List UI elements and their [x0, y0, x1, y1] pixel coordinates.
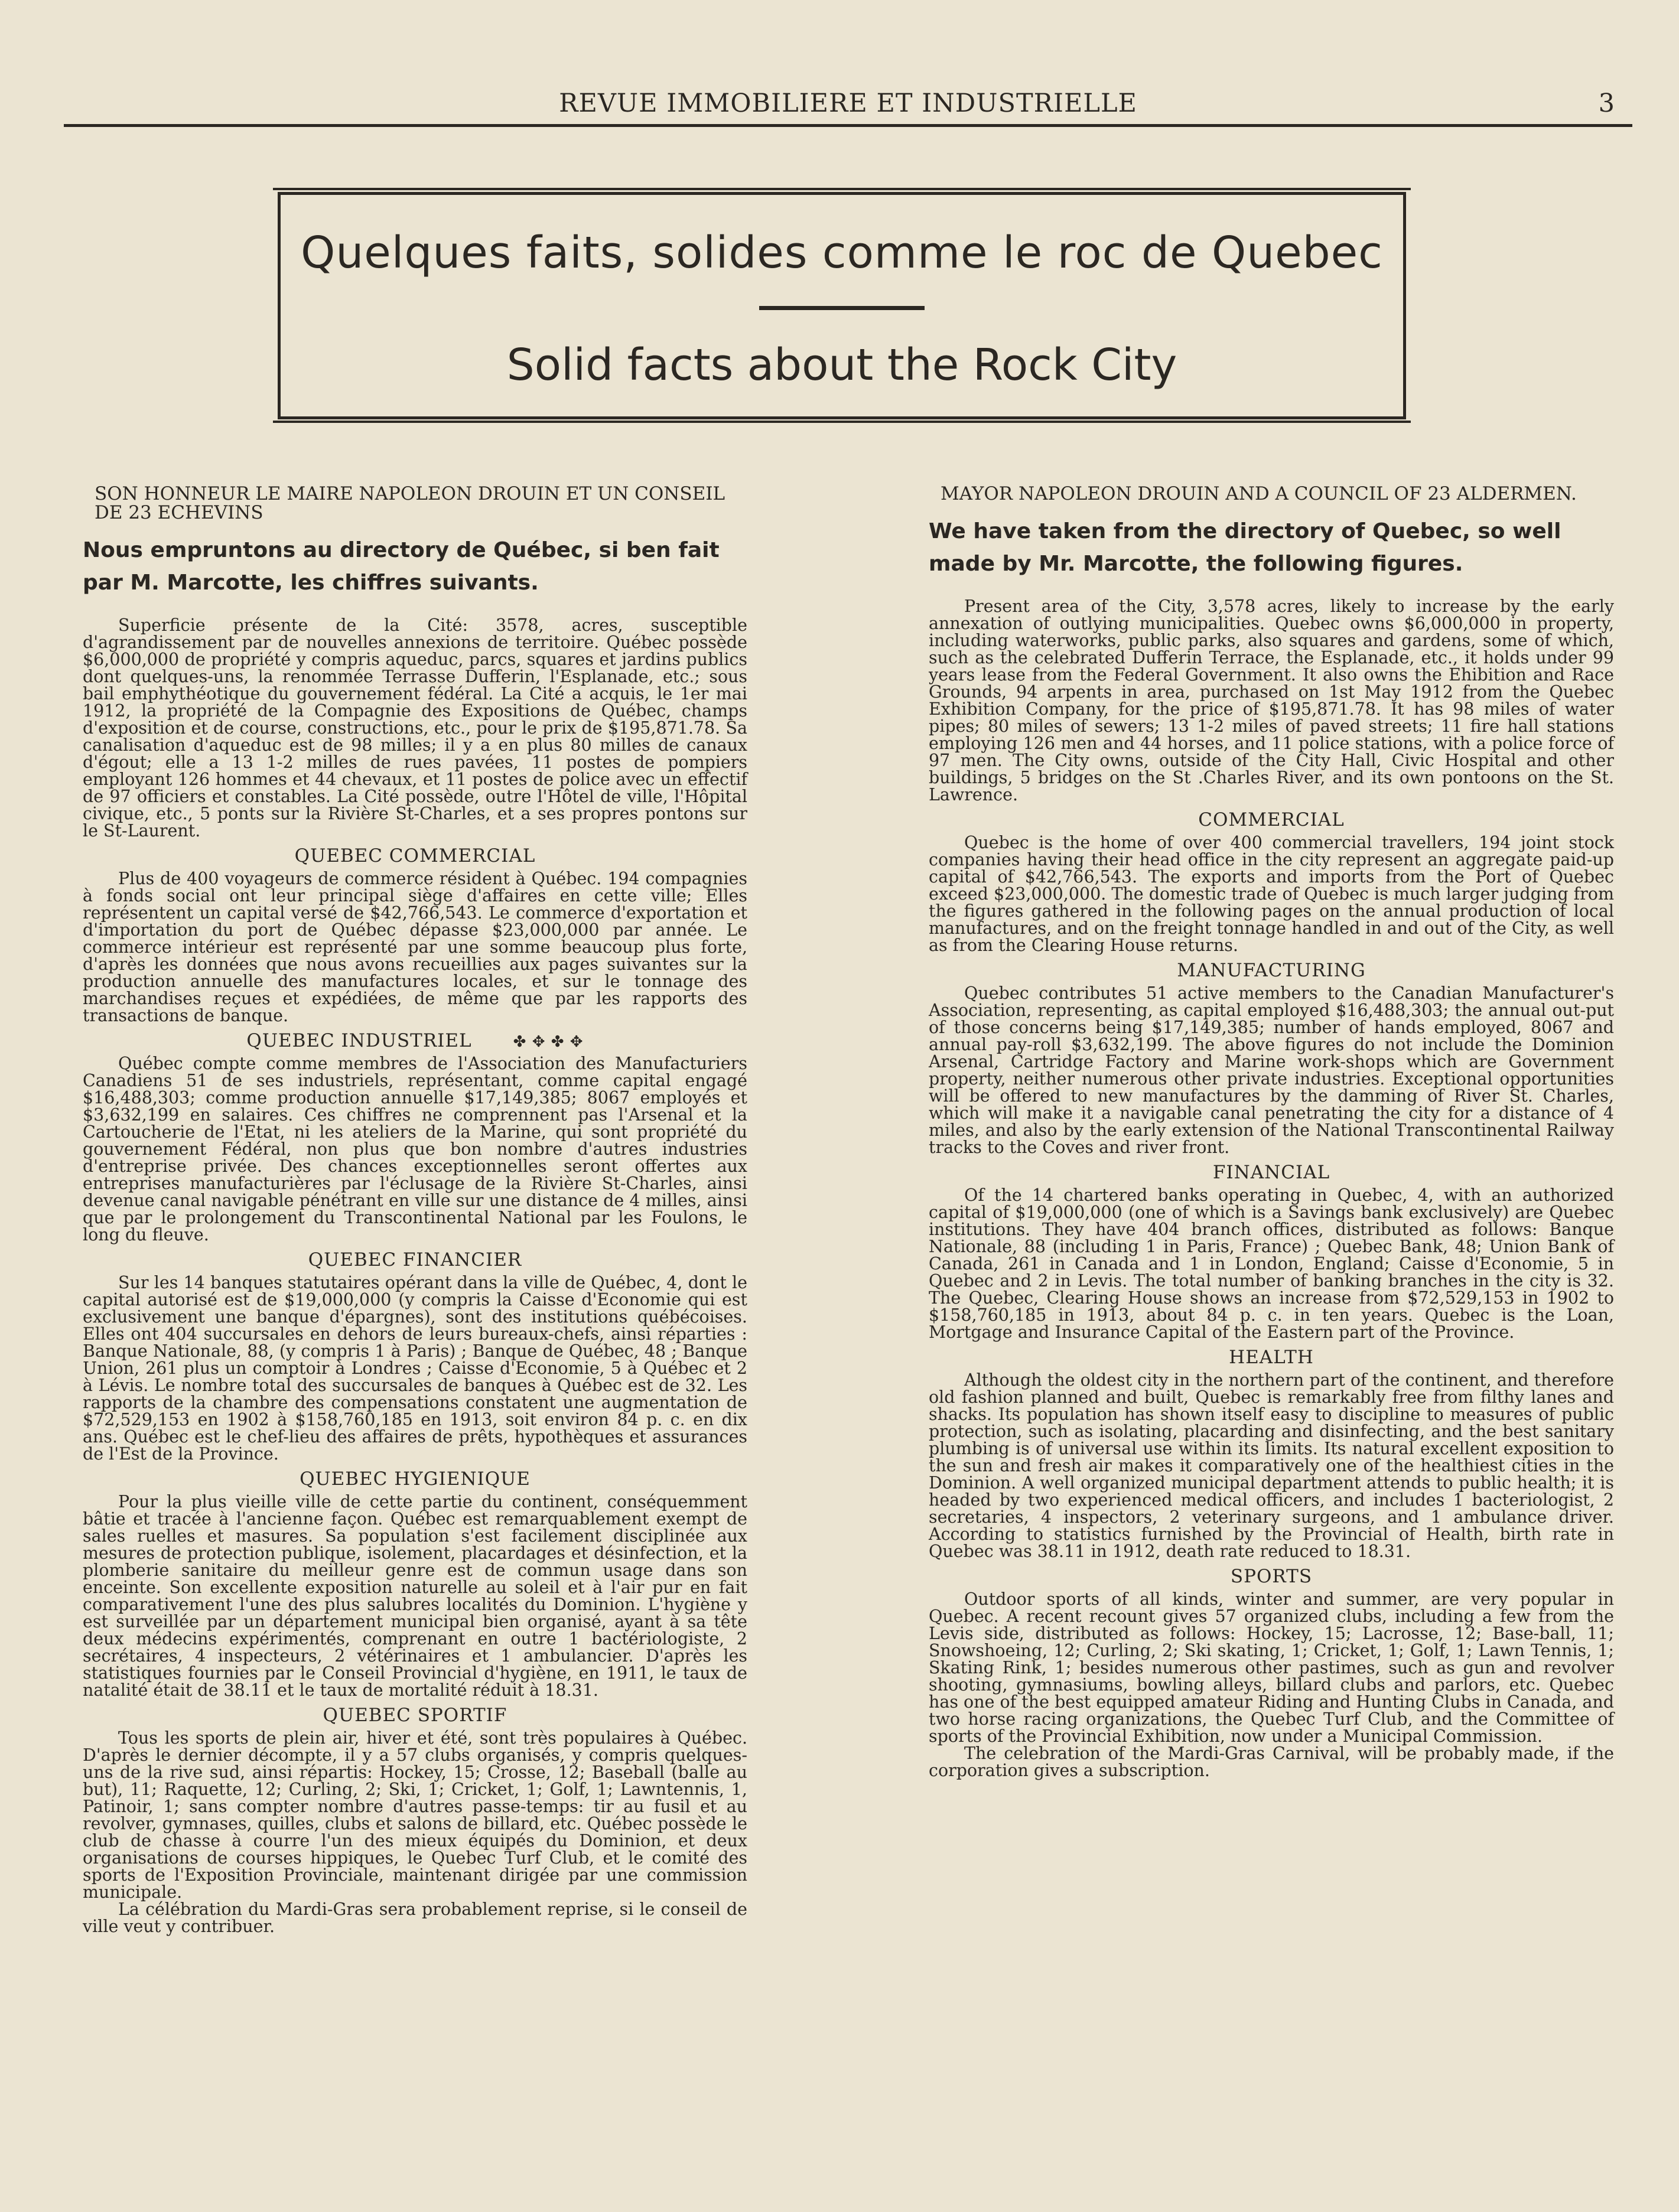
- title-english: Solid facts about the Rock City: [506, 340, 1177, 390]
- section-heading: FINANCIAL: [1212, 1162, 1330, 1183]
- section-text-continued: La célébration du Mardi-Gras sera probablement reprise, si le conseil de ville veut y contribuer.: [83, 1900, 747, 1936]
- section-heading: SPORTS: [1230, 1566, 1313, 1587]
- section-text: Quebec contributes 51 active members to the Canadian Manufacturer's Association, representing, as capital employed $16,488,303; the annual out-put of those concerns being $17,149,385; number of hands employed, 8067 and annual pay-roll $3,632,199. The above figures do not include the Dominion Arsenal, Cartridge Factory and Marine work-shops which are Government property, neither numerous other private industries. Exceptional opportunities will be offered to new manufactures by the damming of River St. Charles, which will make it a navigable canal penetrating the city for a distance of 4 miles, and also by the early extension of the National Transcontinental Railway tracks to the Coves and river front.: [929, 983, 1614, 1157]
- section-heading: QUEBEC INDUSTRIEL: [246, 1030, 472, 1051]
- title-french: Quelques faits, solides comme le roc de Quebec: [301, 227, 1383, 278]
- running-header: [64, 89, 1632, 124]
- section-text: Québec compte comme membres de l'Association des Manufacturiers Canadiens 51 de ses industriels, représentant, comme capital engagé $16,488,303; comme production annuelle $17,149,385; 8067 employés et $3,632,199 en salaires. Ces chiffres ne comprennent pas l'Arsenal et la Cartoucherie de l'Etat, ni les ateliers de la Marine, qui sont propriété du gouvernement Fédéral, non plus que bon nombre d'autres industries d'entreprise privée. Des chances exceptionnelles seront offertes aux entreprises manufacturières par l'éclusage de la Rivière St-Charles, ainsi devenue canal navigable pénétrant en ville sur une distance de 4 milles, ainsi que par le prolongement du Transcontinental National par les Foulons, le long du fleuve.: [83, 1054, 747, 1245]
- section-text: Although the oldest city in the northern part of the continent, and therefore old fashion planned and built, Quebec is remarkably free from filthy lanes and shacks. Its population has shown itself easy to discipline to measures of public protection, such as isolating, placarding and disinfecting, and the best sanitary plumbing is of universal use within its limits. Its natural excellent exposition to the sun and fresh air makes it comparatively one of the healthiest cities in the Dominion. A well organized municipal department attends to public health; it is headed by two experienced medical officers, and includes 1 bacteriologist, 2 secretaries, 4 inspectors, 2 veterinary surgeons, and 1 ambulance driver. According to statistics furnished by the Provincial of Health, birth rate in Quebec was 38.11 in 1912, death rate reduced to 18.31.: [929, 1370, 1614, 1561]
- section-text: Sur les 14 banques statutaires opérant dans la ville de Québec, 4, dont le capital autorisé est de $19,000,000 (y compris la Caisse d'Economie qui est exclusivement une banque d'épargnes), sont des institutions québécoises. Elles ont 404 succursales en dehors de leurs bureaux-chefs, ainsi réparties : Banque Nationale, 88, (y compris 1 à Paris) ; Banque de Québec, 48 ; Banque Union, 261 plus un comptoir à Londres ; Caisse d'Economie, 5 à Québec et 2 à Lévis. Le nombre total des succursales de banques à Québec est de 32. Les rapports de la chambre des compensations constatent une augmentation de $72,529,153 en 1902 à $158,760,185 en 1913, soit environ 84 p. c. en dix ans. Québec est le chef-lieu des affaires de prêts, hypothèques et assurances de l'Est de la Province.: [83, 1273, 747, 1464]
- section-heading: COMMERCIAL: [1198, 809, 1345, 830]
- header-rule: [64, 124, 1632, 127]
- section-heading: QUEBEC COMMERCIAL: [294, 845, 536, 866]
- section-text: Pour la plus vieille ville de cette partie du continent, conséquemment bâtie et tracée à l'ancienne façon. Québec est remarquablement exempt de sales ruelles et masures. Sa population s'est facilement disciplinée aux mesures de protection publique, isolement, placardages et désinfection, et la plomberie sanitaire du meilleur genre est de commun usage dans son enceinte. Son excellente exposition naturelle au soleil et à l'air pur en fait comparativement l'une des plus salubres localités du Dominion. L'hygiène y est surveillée par un département municipal bien organisé, ayant à sa tête deux médecins expérimentés, comprenant en outre 1 bactériologiste, 2 secrétaires, 4 inspecteurs, 2 vétérinaires et 1 ambulancier. D'après les statistiques fournies par le Conseil Provincial d'hygiène, en 1911, le taux de natalité était de 38.11 et le taux de mortalité réduit à 18.31.: [83, 1492, 747, 1700]
- section-text: Of the 14 chartered banks operating in Quebec, 4, with an authorized capital of $19,000,000 (one of which is a Savings bank exclusively) are Quebec institutions. They have 404 branch offices, distributed as follows: Banque Nationale, 88 (including 1 in Paris, France) ; Quebec Bank, 48; Union Bank of Canada, 261 in Canada and 1 in London, England; Caisse d'Economie, 5 in Quebec and 2 in Levis. The total number of banking branches in the city is 32. The Quebec, Clearing House shows an increase from $72,529,153 in 1902 to $158,760,185 in 1913, about 84 p. c. in ten years. Quebec is the Loan, Mortgage and Insurance Capital of the Eastern part of the Province.: [929, 1185, 1614, 1342]
- publication-title: REVUE IMMOBILIERE ET INDUSTRIELLE: [559, 89, 1137, 118]
- french-lead: Nous empruntons au directory de Québec, si ben fait par M. Marcotte, les chiffres suivants.: [83, 538, 720, 595]
- section-heading: QUEBEC SPORTIF: [323, 1705, 507, 1726]
- french-intro: Superficie présente de la Cité: 3578, acres, susceptible d'agrandissement par de nouvelles annexions de territoire. Québec possède $6,000,000 de propriété y compris aqueduc, parcs, squares et jardins publics dont quelques-uns, la renommée Terrasse Dufferin, l'Esplanade, etc.; sous bail emphythéotique du gouvernement fédéral. La Cité a acquis, le 1er mai 1912, la propriété de la Compagnie des Expositions de Québec, champs d'exposition et de course, constructions, etc., pour le prix de $195,871.78. Sa canalisation d'aqueduc est de 98 milles; il y a en plus 80 milles de canaux d'égout; elle a 13 1-2 milles de rues pavées, 11 postes de pompiers employant 126 hommes et 44 chevaux, et 11 postes de police avec un effectif de 97 officiers et constables. La Cité possède, outre l'Hôtel de ville, l'Hôpital civique, etc., 5 ponts sur la Rivière St-Charles, et a ses propres pontons sur le St-Laurent.: [83, 615, 747, 841]
- section-heading: MANUFACTURING: [1177, 960, 1366, 981]
- section-text-continued: The celebration of the Mardi-Gras Carnival, will be probably made, if the corporation gives a subscription.: [929, 1744, 1614, 1780]
- english-column: [929, 484, 1614, 1779]
- title-divider: [759, 306, 925, 310]
- section-text: Tous les sports de plein air, hiver et été, sont très populaires à Québec. D'après le dernier décompte, il y a 57 clubs organisés, y compris quelques-uns de la rive sud, ainsi répartis: Hockey, 15; Crosse, 12; Baseball (balle au but), 11; Raquette, 12; Curling, 2; Ski, 1; Cricket, 1; Golf, 1; Lawntennis, 1, Patinoir, 1; sans compter nombre d'autres passe-temps: tir au fusil et au revolver, gymnases, quilles, clubs et salons de billard, etc. Québec possède le club de chasse à courre l'un des mieux équipés du Dominion, et deux organisations de courses hippiques, le Quebec Turf Club, et le comité des sports de l'Exposition Provinciale, maintenant dirigée par une commission municipale.: [83, 1728, 747, 1902]
- title-box: [278, 192, 1406, 419]
- section-heading-with-ornament: [83, 1030, 747, 1051]
- english-lead: We have taken from the directory of Quebec, so well made by Mr. Marcotte, the following figures.: [929, 519, 1561, 576]
- english-caption: MAYOR NAPOLEON DROUIN AND A COUNCIL OF 23 ALDERMEN.: [941, 483, 1577, 504]
- section-heading: HEALTH: [1229, 1347, 1314, 1368]
- french-caption: SON HONNEUR LE MAIRE NAPOLEON DROUIN ET UN CONSEIL DE 23 ECHEVINS: [95, 483, 725, 523]
- section-text: Quebec is the home of over 400 commercial travellers, 194 joint stock companies having their head office in the city represent an aggregate paid-up capital of $42,766,543. The exports and imports from the Port of Quebec exceed $23,000,000. The domestic trade of Quebec is much larger judging from the figures gathered in the following pages on the annual production of local manufactures, and on the freight tonnage handled in and out of the City, as well as from the Clearing House returns.: [929, 833, 1614, 955]
- french-column: [83, 484, 747, 1935]
- ornament-icon: ✤ ✥ ✤ ✥: [513, 1033, 584, 1051]
- section-text: Plus de 400 voyageurs de commerce résident à Québec. 194 compagnies à fonds social ont leur principal siège d'affaires en cette ville; Elles représentent un capital versé de $42,766,543. Le commerce d'exportation et d'importation du port de Québec dépasse $23,000,000 par année. Le commerce intérieur est représenté par une somme beaucoup plus forte, d'après les données que nous avons recueillies aux pages suivantes sur la production annuelle des manufactures locales, et sur le tonnage des marchandises reçues et expédiées, de même que par les rapports des transactions de banque.: [83, 869, 747, 1025]
- english-intro: Present area of the City, 3,578 acres, likely to increase by the early annexation of outlying municipalities. Quebec owns $6,000,000 in property, including waterworks, public parks, also squares and gardens, some of which, such as the celebrated Dufferin Terrace, the Esplanade, etc., it holds under 99 years lease from the Federal Government. It also owns the Ehibition and Race Grounds, 94 arpents in area, purchased on 1st May 1912 from the Quebec Exhibition Company, for the price of $195,871.78. It has 98 miles of water pipes; 80 miles of sewers; 13 1-2 miles of paved streets; 11 fire hall stations employing 126 men and 44 horses, and 11 police stations, with a police force of 97 men. The City owns, outside of the City Hall, Civic Hospital and other buildings, 5 bridges on the St .Charles River, and its own pontoons on the St. Lawrence.: [929, 597, 1614, 804]
- section-heading: QUEBEC HYGIENIQUE: [300, 1468, 531, 1490]
- section-heading: QUEBEC FINANCIER: [308, 1249, 522, 1270]
- page-number: 3: [1598, 89, 1615, 118]
- section-text: Outdoor sports of all kinds, winter and summer, are very popular in Quebec. A recent recount gives 57 organized clubs, including a few from the Levis side, distributed as follows: Hockey, 15; Lacrosse, 12; Base-ball, 11; Snowshoeing, 12; Curling, 2; Ski skating, 1; Cricket, 1; Golf, 1; Lawn Tennis, 1; Skating Rink, 1; besides numerous other pastimes, such as gun and revolver shooting, gymnasiums, bowling alleys, billard clubs and parlors, etc. Quebec has one of the best equipped amateur Riding and Hunting Clubs in Canada, and two horse racing organizations, the Quebec Turf Club, and the Committee of sports of the Provincial Exhibition, now under a Municipal Commission.: [929, 1589, 1614, 1746]
